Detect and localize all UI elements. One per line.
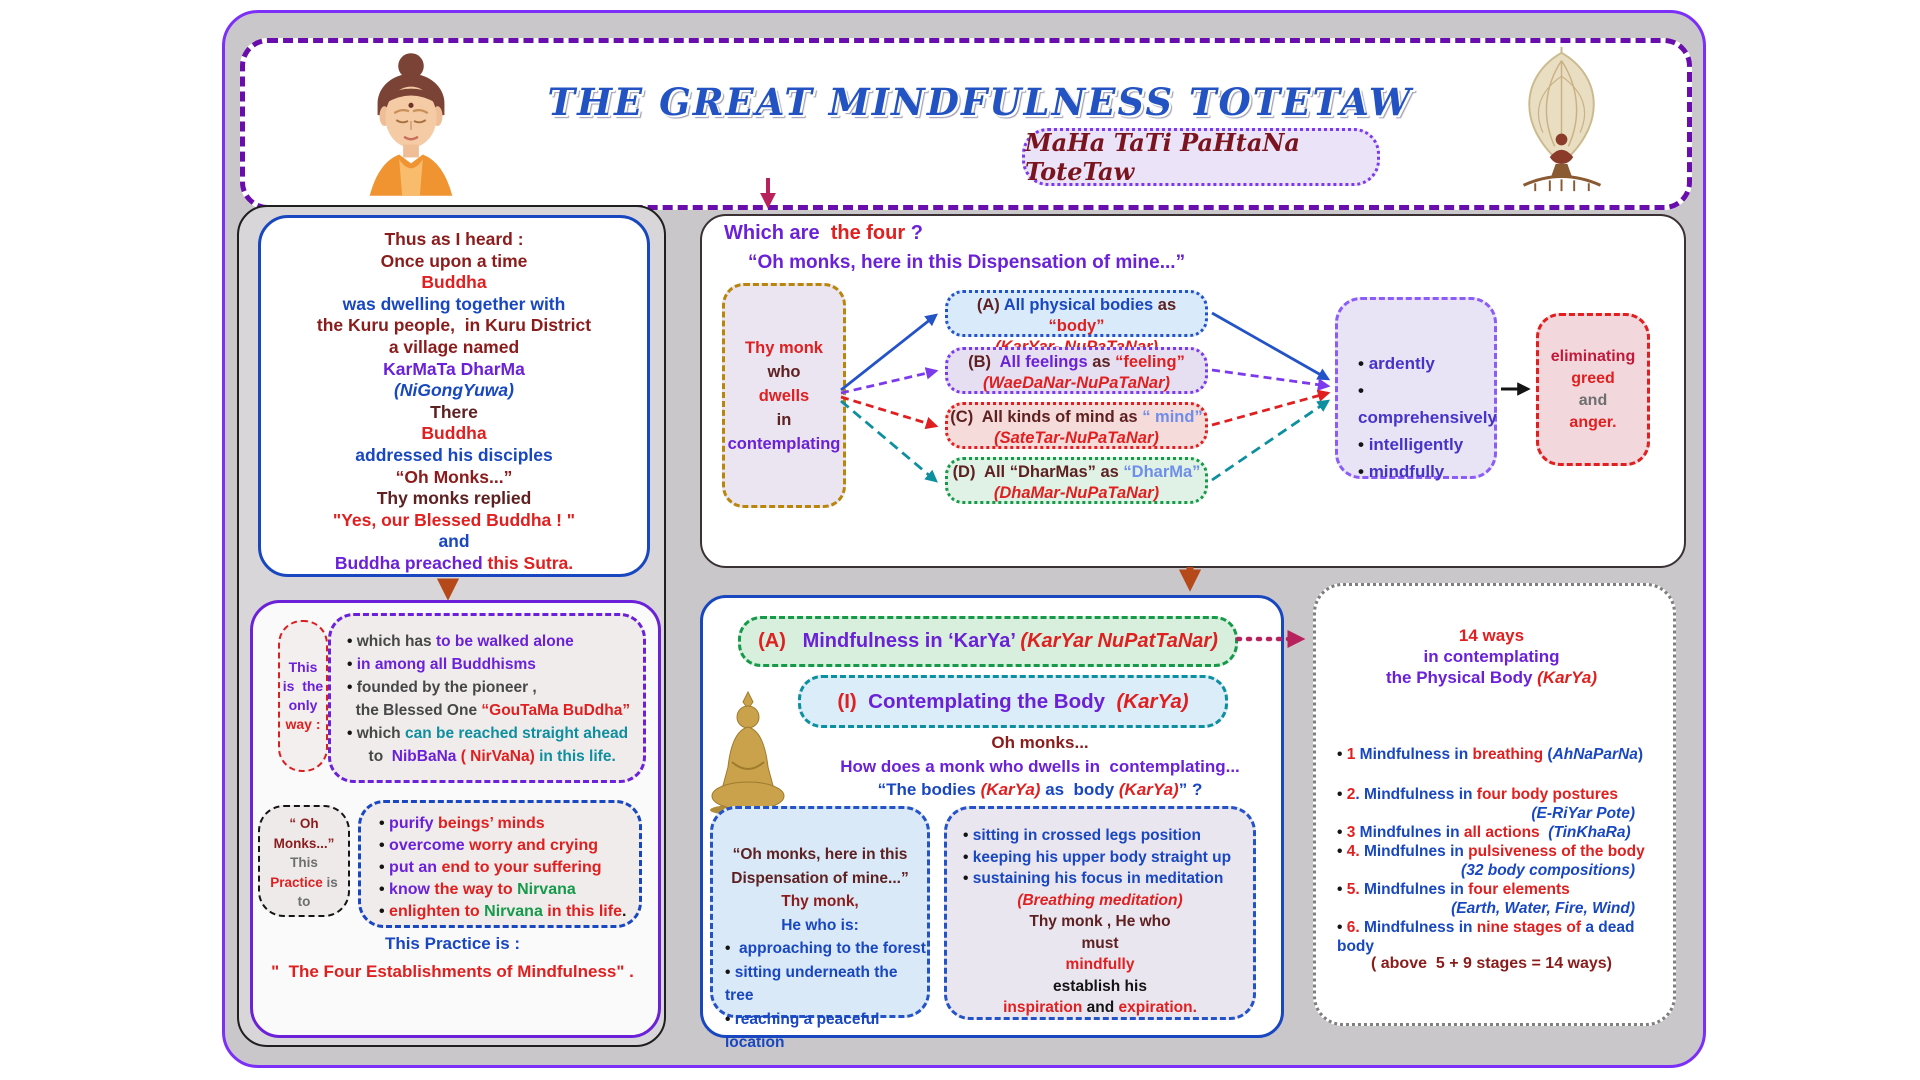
story-line: Once upon a time: [380, 250, 528, 271]
foundation-card-feeling-line1: (B) All feelings as “feeling”: [968, 353, 1185, 371]
ways14-item-5: • 5. Mindfulnes in four elements: [1337, 881, 1570, 898]
ways14-footer: ( above 5 + 9 stages = 14 ways): [1370, 955, 1613, 972]
monk-box-line: contemplating: [727, 434, 841, 453]
meditation-card-lines: [947, 890, 1253, 1019]
only-way-bullet: • founded by the pioneer ,: [347, 679, 537, 696]
monk-contemplating-box: [722, 283, 846, 508]
story-line: (NiGongYuwa): [394, 380, 514, 401]
ways14-header-line: 14 ways: [1458, 626, 1525, 645]
foundation-card-feeling-line2: (WaeDaNar-NuPaTaNar): [982, 374, 1171, 392]
oh-monks-pill-line: “ Oh: [289, 816, 319, 831]
meditation-bullet: • sitting in crossed legs position: [963, 827, 1201, 844]
dispensation-quote: “Oh monks, here in this Dispensation of mine...”: [748, 252, 1186, 273]
manner-card: [1335, 297, 1497, 479]
story-line: Thy monks replied: [376, 488, 532, 509]
story-line: "Yes, our Blessed Buddha ! ": [332, 509, 576, 530]
golden-buddha-statue: [706, 690, 790, 818]
story-line: a village named: [388, 336, 520, 357]
story-line: and: [438, 531, 470, 552]
ways14-list: [1337, 745, 1657, 956]
forest-bullet: • reaching a peaceful location: [725, 1010, 884, 1051]
result-line: greed: [1571, 369, 1615, 387]
monk-box-line: who: [767, 362, 801, 381]
meditation-line: Thy monk , He who: [1029, 913, 1171, 930]
result-line: anger.: [1569, 413, 1617, 431]
forest-bullet: • sitting underneath the tree: [725, 963, 902, 1004]
forest-line: “Oh monks, here in this: [732, 846, 908, 863]
ways14-item-4: • 4. Mindfulnes in pulsiveness of the body: [1337, 843, 1645, 860]
story-line: was dwelling together with: [342, 293, 566, 314]
practice-bullet: • know the way to Nirvana: [379, 881, 576, 898]
meditation-bullet: • keeping his upper body straight up: [963, 848, 1232, 866]
story-line: There: [430, 401, 478, 422]
forest-card-bullets: [713, 937, 927, 1055]
ways14-header-line: in contemplating: [1423, 647, 1560, 666]
oh-monks-pill: [258, 805, 350, 917]
manner-bullet: • comprehensively: [1358, 381, 1497, 427]
foundation-card-dharma: [945, 457, 1208, 504]
meditation-line: must: [1081, 934, 1119, 952]
forest-line: Thy monk,: [781, 893, 859, 910]
meditation-card: [944, 806, 1256, 1020]
result-line: eliminating: [1550, 347, 1636, 365]
ways14-header-line: the Physical Body (KarYa): [1385, 668, 1597, 687]
only-way-bullet: • which can be reached straight ahead: [347, 725, 629, 742]
result-card: [1536, 313, 1650, 466]
ways14-item-2: • 2. Mindfulness in four body postures: [1337, 786, 1619, 803]
only-way-pill-line: only: [288, 697, 318, 713]
monk-box-line: in: [776, 410, 792, 429]
monk-box-line: Thy monk: [745, 338, 823, 357]
only-way-pill-line: way :: [285, 716, 321, 732]
story-line: Buddha: [421, 423, 487, 444]
ways14-item-4-sub: (32 body compositions): [1461, 862, 1635, 879]
only-way-bullet: the Blessed One “GouTaMa BuDdha”: [347, 702, 631, 719]
only-way-pill-line: This: [288, 659, 318, 675]
manner-bullet: • ardently: [1358, 354, 1435, 373]
story-line: the Kuru people, in Kuru District: [316, 315, 592, 336]
meditation-bullet: • sustaining his focus in meditation: [963, 870, 1224, 887]
practice-bullet: • enlighten to Nirvana in this life.: [379, 903, 627, 920]
forest-line: He who is:: [781, 916, 859, 934]
meditation-line: establish his: [1053, 977, 1147, 995]
karya-intro-line: How does a monk who dwells in contemplating...: [840, 756, 1240, 776]
forest-card-lines: [713, 843, 927, 937]
practice-card: [358, 800, 642, 928]
practice-footer-label: This Practice is :: [384, 934, 521, 953]
meditation-line: inspiration and expiration.: [1003, 999, 1197, 1016]
story-line: Buddha: [421, 272, 487, 293]
oh-monks-pill-line: Practice is: [270, 874, 338, 890]
intro-story-card: [258, 215, 650, 577]
ways14-header: [1313, 625, 1670, 688]
forest-line: Dispensation of mine...”: [731, 869, 909, 887]
only-way-pill: [278, 620, 328, 772]
ways14-item-3: • 3 Mindfulnes in all actions (TinKhaRa): [1337, 824, 1631, 841]
story-line: Buddha preached this Sutra.: [334, 552, 574, 573]
foundation-card-body-line1: (A) All physical bodies as “body”: [976, 296, 1181, 335]
story-line: KarMaTa DharMa: [383, 358, 525, 379]
foundation-card-feeling: [945, 347, 1208, 394]
only-way-card: [328, 613, 646, 783]
foundation-card-dharma-line2: (DhaMar-NuPaTaNar): [993, 484, 1160, 502]
karya-header-i: (I) Contemplating the Body (KarYa): [798, 675, 1228, 728]
manner-bullet: • intelligently: [1358, 435, 1464, 454]
foundation-card-mind-line1: (C) All kinds of mind as “ mind”: [950, 408, 1203, 426]
manner-bullet: • mindfully: [1358, 462, 1445, 481]
subtitle-badge: [1022, 128, 1380, 186]
foundation-card-body: [945, 290, 1208, 337]
buddha-face-illustration: [352, 50, 470, 198]
forest-bullet: • approaching to the forest: [725, 940, 926, 957]
foundation-card-dharma-line1: (D) All “DharMas” as “DharMa”: [952, 463, 1201, 481]
only-way-bullet: • which has to be walked alone: [347, 633, 574, 650]
oh-monks-pill-line: Monks...”: [273, 835, 335, 851]
only-way-bullet: • in among all Buddhisms: [347, 656, 536, 673]
practice-bullet: • put an end to your suffering: [379, 859, 602, 876]
story-line: addressed his disciples: [355, 444, 553, 465]
karya-intro: [820, 731, 1260, 802]
result-line: and: [1578, 391, 1608, 409]
bodhi-tree-illustration: [1506, 46, 1618, 194]
foundation-card-mind: [945, 402, 1208, 449]
oh-monks-pill-line: This: [290, 855, 318, 870]
meditation-line: mindfully: [1065, 956, 1135, 973]
page-title: THE GREAT MINDFULNESS TOTETAW: [547, 80, 1413, 124]
only-way-pill-line: is the: [282, 678, 324, 694]
karya-intro-line: Oh monks...: [991, 733, 1089, 752]
subtitle-text: MaHa TaTi PaHtaNa ToteTaw: [1025, 128, 1300, 186]
monk-box-line: dwells: [758, 386, 810, 405]
karya-intro-line: “The bodies (KarYa) as body (KarYa)” ?: [877, 780, 1203, 799]
foundation-card-mind-line2: (SateTar-NuPaTaNar): [994, 429, 1159, 447]
forest-card: [710, 806, 930, 1051]
story-line: “Oh Monks...”: [395, 466, 513, 487]
practice-bullet: • purify beings’ minds: [379, 815, 545, 832]
ways14-item-6: • 6. Mindfulness in nine stages of a dead body: [1337, 919, 1639, 955]
ways14-item-2-sub: (E-RiYar Pote): [1531, 805, 1635, 822]
oh-monks-pill-line: to: [297, 894, 311, 909]
only-way-bullet: to NibBaNa ( NirVaNa) in this life.: [347, 748, 616, 765]
meditation-line: (Breathing meditation): [1017, 891, 1183, 909]
story-line: Thus as I heard :: [384, 229, 524, 249]
practice-bullet: • overcome worry and crying: [379, 837, 599, 854]
question-line: Which are the four ?: [724, 222, 923, 244]
ways14-item-5-sub: (Earth, Water, Fire, Wind): [1451, 900, 1635, 917]
meditation-card-bullets: [947, 825, 1253, 890]
karya-header-a: (A) Mindfulness in ‘KarYa’ (KarYar NuPatTaNar): [738, 616, 1238, 667]
practice-footer-title: " The Four Establishments of Mindfulness" .: [271, 962, 634, 981]
ways14-item-1: • 1 Mindfulness in breathing (AhNaParNa): [1337, 746, 1644, 763]
